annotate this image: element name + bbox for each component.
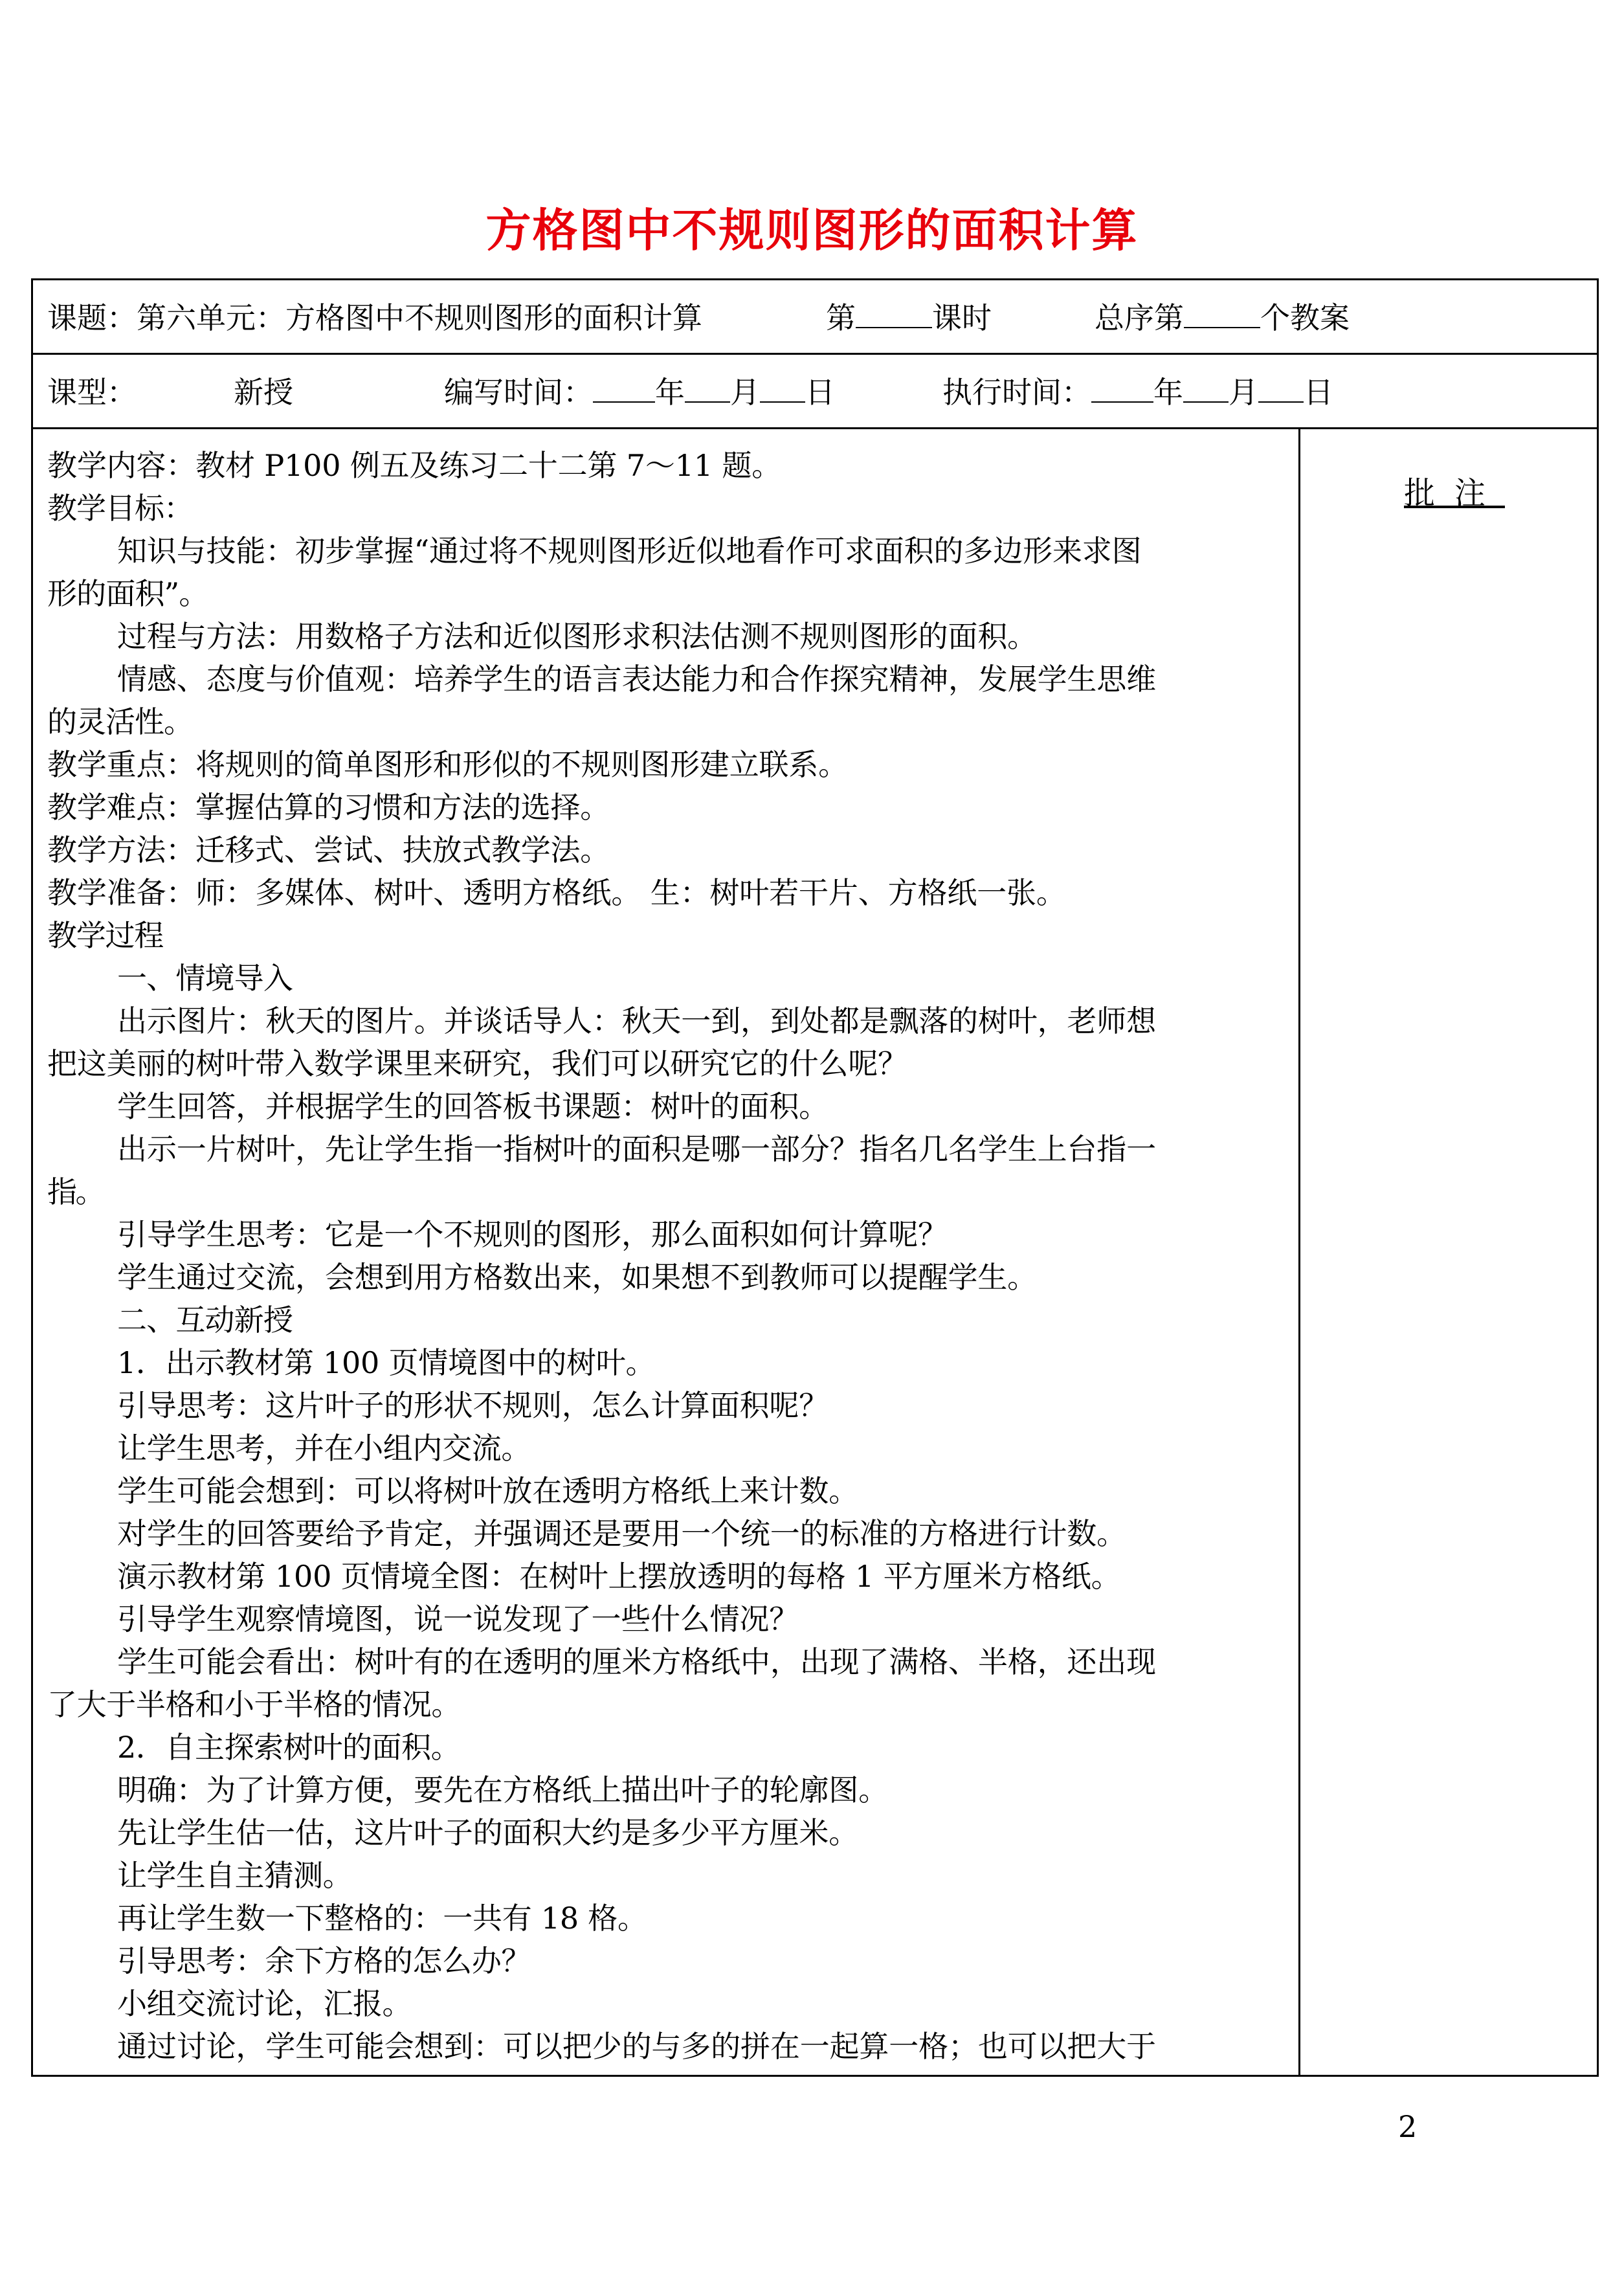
column-divider: [1298, 429, 1300, 2075]
content-line: 教学内容：教材 P100 例五及练习二十二第 7～11 题。: [47, 448, 782, 483]
content-line: 知识与技能：初步掌握“通过将不规则图形近似地看作可求面积的多边形来求图: [117, 533, 1142, 568]
topic-row: [33, 280, 1597, 355]
content-line: 指。: [47, 1174, 104, 1209]
content-line: 出示图片：秋天的图片。并谈话导人：秋天一到，到处都是飘落的树叶，老师想: [117, 1003, 1157, 1038]
content-line: 学生可能会看出：树叶有的在透明的厘米方格纸中，出现了满格、半格，还出现: [117, 1644, 1157, 1679]
content-line: 出示一片树叶，先让学生指一指树叶的面积是哪一部分？指名几名学生上台指一: [117, 1132, 1157, 1167]
content-line: 教学目标：: [47, 491, 193, 526]
content-line: 先让学生估一估，这片叶子的面积大约是多少平方厘米。: [117, 1815, 859, 1850]
lesson-plan-table: [31, 278, 1599, 2077]
type-value: 新授: [234, 375, 293, 410]
lesson-content: [47, 444, 1290, 2068]
write-time-field: 编写时间： 年 月 日: [444, 375, 835, 410]
content-line: 教学准备：师：多媒体、树叶、透明方格纸。 生：树叶若干片、方格纸一张。: [47, 875, 1066, 910]
content-line: 引导学生观察情境图，说一说发现了一些什么情况？: [117, 1602, 799, 1637]
content-line: 把这美丽的树叶带入数学课里来研究，我们可以研究它的什么呢？: [47, 1046, 908, 1081]
serial-field: 总序第 个教案: [1095, 300, 1350, 335]
content-line: 再让学生数一下整格的：一共有 18 格。: [117, 1901, 647, 1936]
content-line: 演示教材第 100 页情境全图：在树叶上摆放透明的每格 1 平方厘米方格纸。: [117, 1559, 1121, 1594]
period-field: 第 课时: [826, 300, 992, 335]
annotation-label: 批注: [1404, 475, 1506, 511]
content-row: [33, 429, 1597, 2075]
content-line: 让学生思考，并在小组内交流。: [117, 1431, 531, 1466]
content-line: 1．出示教材第 100 页情境图中的树叶。: [117, 1345, 656, 1380]
type-label: 课型：: [47, 375, 137, 410]
content-line: 二、互动新授: [117, 1303, 293, 1337]
content-line: 引导学生思考：它是一个不规则的图形，那么面积如何计算呢？: [117, 1217, 948, 1252]
content-line: 2．自主探索树叶的面积。: [117, 1730, 461, 1765]
content-line: 小组交流讨论，汇报。: [117, 1986, 412, 2021]
exec-time-field: 执行时间： 年 月 日: [942, 375, 1333, 410]
content-line: 让学生自主猜测。: [117, 1858, 352, 1893]
content-line: 教学过程: [47, 918, 163, 953]
content-line: 情感、态度与价值观：培养学生的语言表达能力和合作探究精神，发展学生思维: [117, 662, 1157, 697]
content-line: 教学重点：将规则的简单图形和形似的不规则图形建立联系。: [47, 747, 849, 782]
content-line: 学生回答，并根据学生的回答板书课题：树叶的面积。: [117, 1089, 829, 1124]
topic-label: 课题：第六单元：方格图中不规则图形的面积计算: [47, 300, 702, 335]
content-line: 教学难点：掌握估算的习惯和方法的选择。: [47, 790, 610, 825]
content-line: 了大于半格和小于半格的情况。: [47, 1687, 462, 1722]
content-line: 教学方法：迁移式、尝试、扶放式教学法。: [47, 833, 610, 867]
content-line: 的灵活性。: [47, 704, 193, 739]
content-line: 引导思考：这片叶子的形状不规则，怎么计算面积呢？: [117, 1388, 829, 1423]
content-line: 学生可能会想到：可以将树叶放在透明方格纸上来计数。: [117, 1473, 859, 1508]
content-line: 一、情境导入: [117, 961, 293, 996]
page-number: 2: [1398, 2109, 1418, 2144]
document-title: 方格图中不规则图形的面积计算: [485, 204, 1139, 257]
content-line: 过程与方法：用数格子方法和近似图形求积法估测不规则图形的面积。: [117, 619, 1038, 654]
content-line: 对学生的回答要给予肯定，并强调还是要用一个统一的标准的方格进行计数。: [117, 1516, 1127, 1551]
content-line: 学生通过交流，会想到用方格数出来，如果想不到教师可以提醒学生。: [117, 1260, 1038, 1295]
content-line: 引导思考：余下方格的怎么办？: [117, 1943, 531, 1978]
content-line: 明确：为了计算方便，要先在方格纸上描出叶子的轮廓图。: [117, 1773, 888, 1807]
content-line: 通过讨论，学生可能会想到：可以把少的与多的拼在一起算一格；也可以把大于: [117, 2029, 1157, 2064]
content-line: 形的面积”。: [47, 576, 208, 611]
type-row: [33, 355, 1597, 429]
